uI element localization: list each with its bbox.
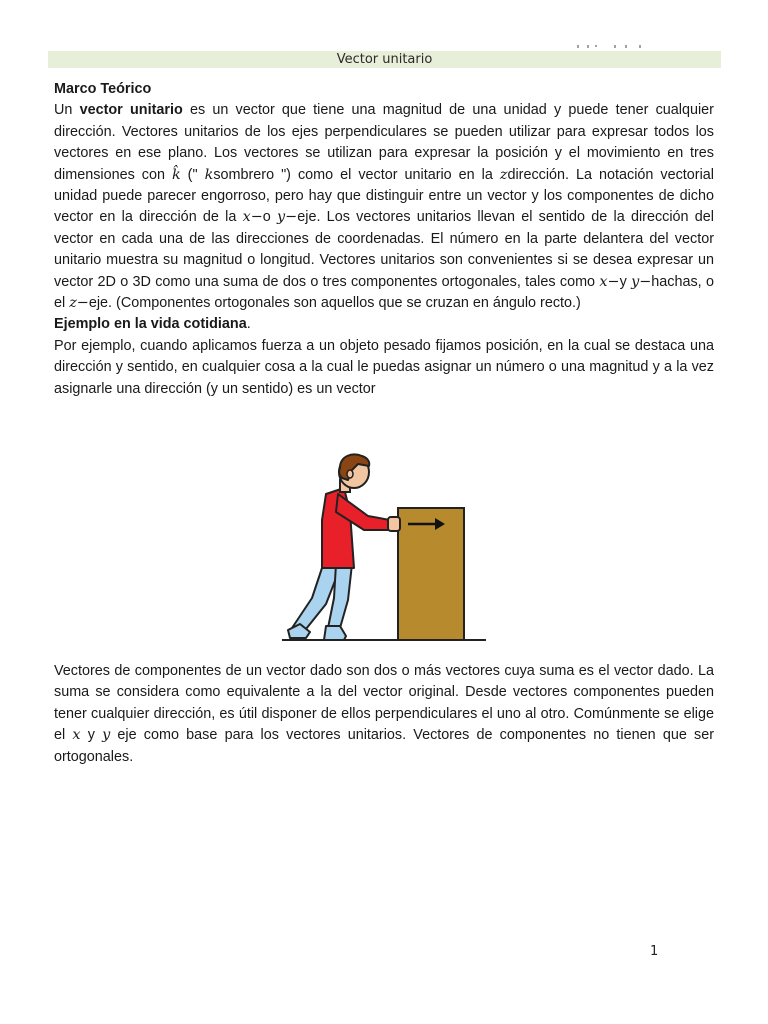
math-y-minus: y− [631, 273, 652, 290]
text-run: sombrero ") como el vector unitario en la [213, 166, 500, 183]
term-vector-unitario: vector unitario [79, 102, 183, 119]
text-run: hachas, o el [54, 273, 714, 312]
math-x: x [72, 727, 81, 744]
ear [347, 470, 353, 478]
main-content [54, 79, 714, 400]
paragraph-example: Por ejemplo, cuando aplicamos fuerza a un objeto pesado fijamos posición, en la cual se destaca una dirección y sentido, en cualquier cosa a la cual le puedas asignar un número o una magnitud y a la vez asignarle una dirección (y un sentido) es un vector [54, 337, 714, 397]
text-run: eje como base para los vectores unitarios. Vectores de componentes no tienen que ser ortogonales. [54, 727, 715, 765]
header-mark-fragment [560, 45, 650, 48]
text-run: y [80, 727, 103, 744]
paragraph-components [54, 661, 714, 768]
math-k: k [204, 166, 214, 183]
math-x-minus: x− [242, 209, 263, 226]
document-header [48, 51, 721, 68]
math-z: z [499, 166, 508, 183]
math-y-minus: y− [277, 209, 298, 226]
text-run: Un [54, 102, 80, 119]
text-run: y [619, 273, 632, 290]
example-heading-line [54, 314, 714, 335]
person-pushing-box-illustration [278, 450, 490, 646]
front-shoe [324, 626, 346, 640]
example-heading: Ejemplo en la vida cotidiana [54, 316, 247, 333]
paragraph-definition [54, 100, 714, 314]
heavy-box [398, 508, 464, 640]
math-k-hat: k̂ [171, 166, 181, 183]
document-title: Vector unitario [336, 52, 433, 67]
math-x-minus: x− [599, 273, 620, 290]
section-heading: Marco Teórico [54, 81, 152, 97]
text-run: . [246, 316, 251, 333]
hands [388, 517, 400, 531]
page-number: 1 [650, 944, 659, 959]
math-y: y [102, 727, 111, 744]
text-run: o [262, 209, 278, 226]
text-run: eje. Los vectores unitarios llevan el sentido de la dirección del vector en cada una de las direcciones de coordenadas. El número en la parte delantera del vector unitario muestra su magnitud o longitud. Vectores unitarios son convenientes si se desea expresar un vector 2D o 3D como una suma de dos o tres componentes ortogonales, tales como [54, 209, 714, 290]
text-run: es un vector que tiene una magnitud de una unidad y puede tener cualquier dirección. Vectores unitarios de los ejes perpendiculares se pueden utilizar para expresar todos los vectores en ese plano. Los vectores se utilizan para expresar la posición y el movimiento en tres dimensiones con [54, 102, 714, 183]
math-z-minus: z− [69, 295, 89, 312]
text-run: eje. (Componentes ortogonales son aquellos que se cruzan en ángulo recto.) [88, 295, 581, 312]
illustration-svg [278, 450, 490, 646]
text-run: (" [180, 166, 205, 183]
text-run: dirección. La notación vectorial unidad puede parecer engorroso, pero hay que distinguir entre un vector y los componentes de dicho vector en la dirección de la [54, 166, 714, 226]
text-run: Vectores de componentes de un vector dado son dos o más vectores cuya suma es el vector dado. La suma se considera como equivalente a la del vector original. Desde vectores componentes pueden tener cualquier dirección, es útil disponer de ellos perpendiculares el uno al otro. Comúnmente se elige el [54, 663, 714, 744]
header-mark [560, 40, 650, 48]
